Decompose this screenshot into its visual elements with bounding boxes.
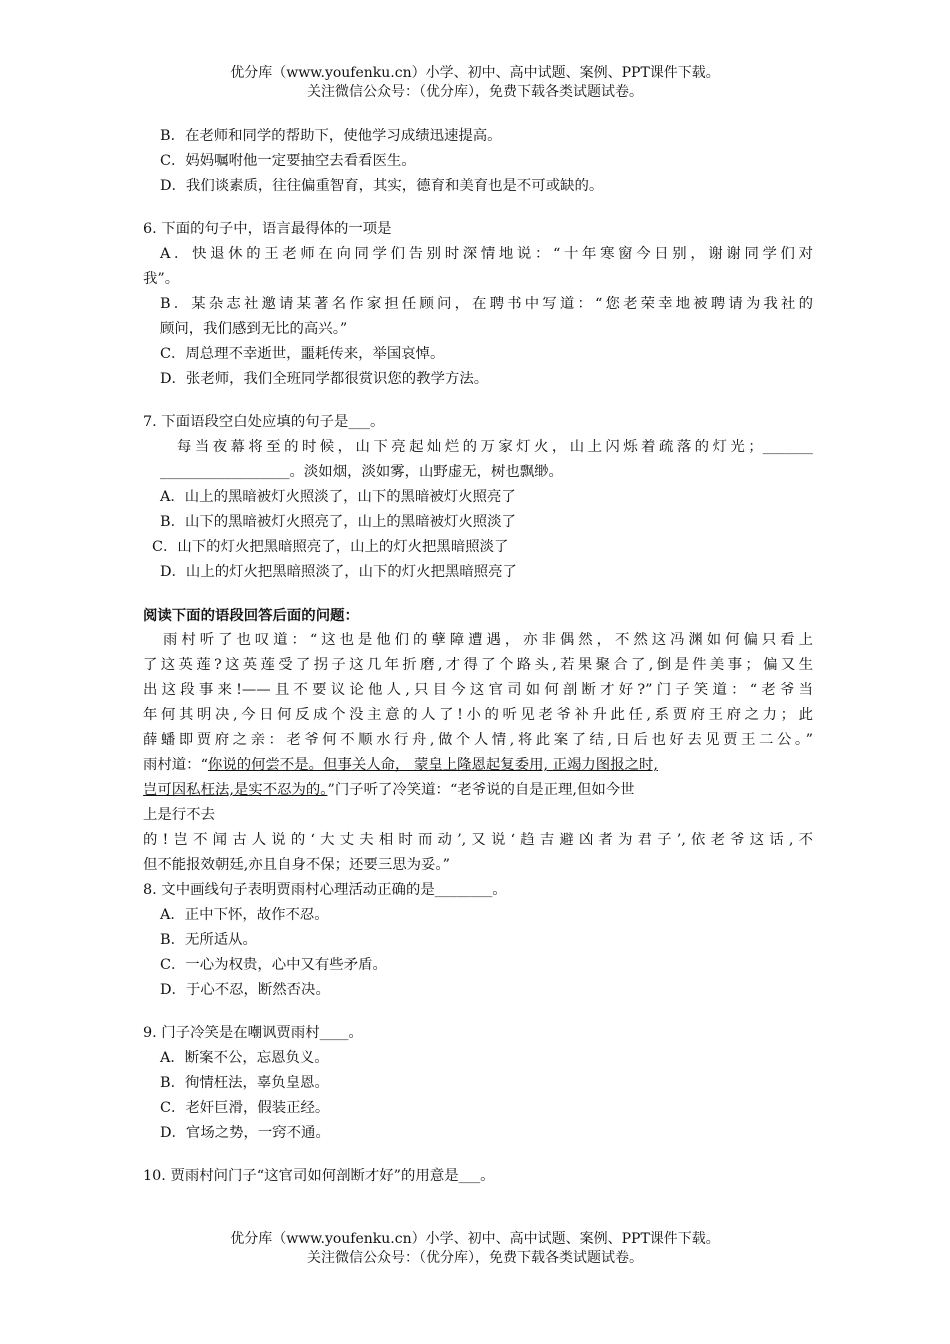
q6-option-a-line1: A．快退休的王老师在向同学们告别时深情地说：“十年寒窗今日别，谢谢同学们对	[160, 246, 813, 262]
underlined-sentence-part1: 你说的何尝不是。但事关人命， 蒙皇上隆恩起复委用, 正竭力图报之时,	[207, 757, 658, 773]
q8-option-d: D．于心不忍，断然否决。	[160, 982, 330, 998]
q9-option-d: D．官场之势，一窍不通。	[160, 1125, 330, 1141]
q6-option-c: C．周总理不幸逝世，噩耗传来，举国哀悼。	[160, 346, 445, 362]
reading-line-8: 上是行不去	[143, 807, 215, 823]
q6-option-b-line2: 顾问，我们感到无比的高兴。”	[160, 321, 348, 337]
q6-option-d: D．张老师，我们全班同学都很赏识您的教学方法。	[160, 371, 489, 387]
reading-line-3: 出这段事来!——且不要议论他人,只目今这官司如何剖断才好?”门子笑道：“老爷当	[143, 682, 813, 698]
reading-line-9: 的!岂不闻古人说的‘大丈夫相时而动’,又说‘趋吉避凶者为君子’,依老爷这话,不	[143, 832, 813, 848]
page-footer	[0, 1230, 950, 1268]
q7-passage-line1: 每当夜幕将至的时候，山下亮起灿烂的万家灯火，山上闪烁着疏落的灯光；_______	[177, 439, 813, 455]
q8-option-b: B．无所适从。	[160, 932, 257, 948]
header-line-2: 关注微信公众号：（优分库），免费下载各类试题试卷。	[307, 84, 643, 100]
q9-option-c: C．老奸巨滑，假装正经。	[160, 1100, 330, 1116]
q5-option-d: D．我们谈素质，往往偏重智育，其实，德育和美育也是不可或缺的。	[160, 178, 604, 194]
reading-line-2: 了这英莲?这英莲受了拐子这几年折磨,才得了个路头,若果聚合了,倒是件美事；偏又生	[143, 657, 813, 673]
reading-title: 阅读下面的语段回答后面的问题：	[143, 607, 359, 624]
q9-option-a: A．断案不公，忘恩负义。	[160, 1050, 329, 1066]
q7-option-a: A．山上的黑暗被灯火照淡了，山下的黑暗被灯火照亮了	[160, 489, 516, 505]
reading-line-10: 但不能报效朝廷,亦且自身不保；还要三思为妥。”	[143, 857, 450, 873]
reading-line-7-tail: ”门子听了冷笑道：“老爷说的自是正理,但如今世	[327, 782, 635, 798]
header-line-1: 优分库（www.youfenku.cn）小学、初中、高中试题、案例、PPT课件下载。	[230, 65, 720, 81]
footer-line-1: 优分库（www.youfenku.cn）小学、初中、高中试题、案例、PPT课件下载。	[230, 1231, 720, 1247]
reading-line-1: 雨村听了也叹道：“这也是他们的孽障遭遇，亦非偶然，不然这冯渊如何偏只看上	[163, 632, 813, 648]
reading-line-6-lead: 雨村道：“	[143, 757, 208, 773]
page-header	[0, 64, 950, 102]
q8-option-a: A．正中下怀，故作不忍。	[160, 907, 329, 923]
document-body	[143, 124, 813, 1189]
q7-option-d: D．山上的灯火把黑暗照淡了，山下的灯火把黑暗照亮了	[160, 564, 517, 580]
q9-stem: 9. 门子冷笑是在嘲讽贾雨村____。	[143, 1025, 363, 1041]
q9-option-b: B．徇情枉法，辜负皇恩。	[160, 1075, 329, 1091]
q10-stem: 10. 贾雨村问门子“这官司如何剖断才好”的用意是___。	[143, 1168, 495, 1184]
reading-line-5: 薛蟠即贾府之亲：老爷何不顺水行舟,做个人情,将此案了结,日后也好去见贾王二公。”	[143, 732, 813, 748]
q6-option-b-line1: B．某杂志社邀请某著名作家担任顾问，在聘书中写道：“您老荣幸地被聘请为我社的	[160, 296, 813, 312]
q5-option-b: B．在老师和同学的帮助下，使他学习成绩迅速提高。	[160, 128, 502, 144]
footer-line-2: 关注微信公众号：（优分库），免费下载各类试题试卷。	[307, 1250, 643, 1266]
q7-option-b: B．山下的黑暗被灯火照亮了，山上的黑暗被灯火照淡了	[160, 514, 516, 530]
q5-option-c: C．妈妈嘱咐他一定要抽空去看看医生。	[160, 153, 416, 169]
q6-stem: 6. 下面的句子中，语言最得体的一项是	[143, 221, 392, 237]
q7-stem: 7. 下面语段空白处应填的句子是___。	[143, 414, 385, 430]
reading-line-4: 年何其明决,今日何反成个没主意的人了!小的听见老爷补升此任,系贾府王府之力；此	[143, 707, 813, 723]
q7-passage-line2: __________________。淡如烟，淡如雾，山野虚无，树也飘缈。	[160, 464, 563, 480]
reading-line-7	[143, 778, 813, 803]
q7-option-c: C．山下的灯火把黑暗照亮了，山上的灯火把黑暗照淡了	[152, 539, 509, 555]
q8-stem: 8. 文中画线句子表明贾雨村心理活动正确的是________。	[143, 882, 507, 898]
underlined-sentence-part2: 岂可因私枉法,是实不忍为的。	[143, 782, 328, 798]
q6-option-a-line2: 我”。	[143, 271, 180, 287]
reading-line-6	[143, 753, 813, 778]
q8-option-c: C．一心为权贵，心中又有些矛盾。	[160, 957, 387, 973]
